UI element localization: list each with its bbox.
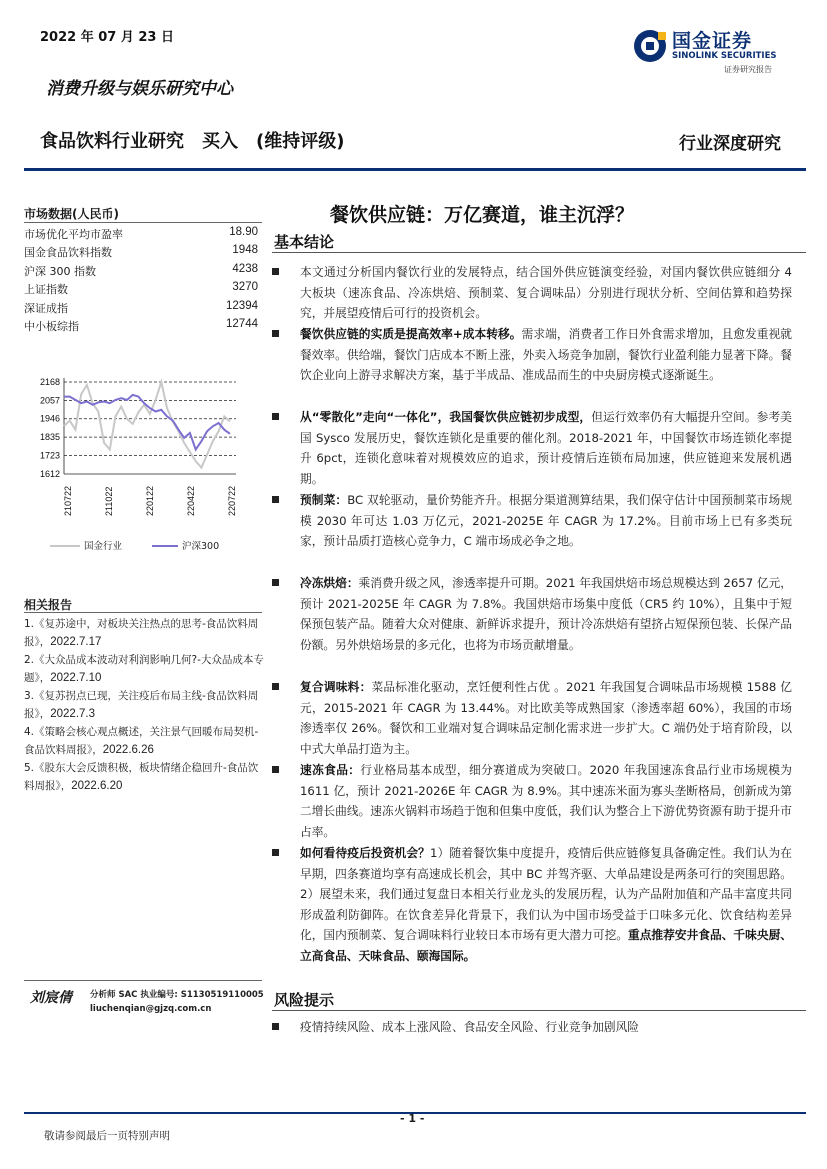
market-data-row [24, 226, 258, 242]
related-report-title: 5.《股东大会反馈积极，板块情绪企稳回升-食品饮料周报》， [24, 762, 259, 792]
market-data-label: 国金食品饮料指数 [24, 246, 112, 260]
bullet-body: 行业格局基本成型，细分赛道成为突破口。2020 年我国速冻食品行业市场规模为 1611 亿，预计 2021-2026E 年 CAGR 为 8.9%。其中速冻米面为寡头垄断格局，创新成为第二增长曲线。速冻火锅料市场趋于饱和但集中度低，我们认为整合上下游优势资源有助于提升市占率。 [300, 763, 792, 839]
report-date: 2022 年 07 月 23 日 [40, 30, 174, 45]
brand-logo [632, 26, 792, 76]
bullet-body: 但运行效率仍有大幅提升空间。参考美国 Sysco 发展历史，餐饮连锁化是重要的催化剂。2018-2021 年，中国餐饮市场连锁化率提升 6pct，连锁化意味着对规模效应的追求，预计疫情后连锁布局加速，供应链迎来发展机遇期。 [300, 410, 792, 486]
market-data-value: 18.90 [229, 226, 258, 238]
analyst-name: 刘宸倩 [30, 990, 72, 1006]
risk-bullet [272, 1017, 792, 1038]
market-data-value: 12394 [226, 299, 258, 312]
chart-y-tick-label: 1835 [39, 432, 60, 443]
market-data-label: 中小板综指 [24, 320, 79, 333]
legend-label-hs300: 沪深300 [182, 541, 220, 552]
market-data-label: 沪深 300 指数 [24, 264, 96, 278]
risk-heading: 风险提示 [274, 991, 335, 1009]
related-report-item[interactable] [24, 759, 264, 795]
related-report-item[interactable] [24, 723, 264, 759]
risk-text: 疫情持续风险、成本上涨风险、食品安全风险、行业竞争加剧风险 [300, 1020, 639, 1034]
market-data-title: 市场数据(人民币) [24, 207, 119, 221]
bullet-body: 1）随着餐饮集中度提升，疫情后供应链修复具备确定性。我们认为在早期，四条赛道均享有高速成长机会，其中 BC 并驾齐驱、大单品建设是两条可行的突围思路。2）展望未来，我们通过复盘日本相关行业龙头的发展历程，认为产品附加值和产品丰富度共同形成盈利防御阵。在饮食差异化背景下，我们认为中国市场受益于口味多元化、饮食结构差异化，国内预制菜、复合调味料行业较日本市场有更大潜力可挖。 [300, 846, 792, 943]
related-report-date: 2022.7.17 [50, 636, 102, 648]
bullet-lead: 复合调味料： [300, 680, 372, 694]
market-data-divider [24, 222, 262, 223]
bullet-text [300, 677, 792, 759]
bullet-body: 需求端，消费者工作日外食需求增加，且愈发重视就餐效率。供给端，餐饮门店成本不断上涨，外卖入场竞争加剧，餐饮行业盈利能力显著下降。餐饮企业向上游寻求解决方案，基于半成品、准成品而生的中央厨房模式逐渐诞生。 [300, 327, 792, 383]
related-report-item[interactable] [24, 687, 264, 723]
bullet-body: 乘消费升级之风，渗透率提升可期。2021 年我国烘焙市场总规模达到 2657 亿元，预计 2021-2025E 年 CAGR 为 7.8%。我国烘焙市场集中度低（CR5 约 10%），且集中于短保预包装产品。随着大众对健康、新鲜诉求提升，预计冷冻烘焙有望挤占短保预包装、长保产品份额。另外烘焙场景的多元化，也将为市场贡献增量。 [300, 576, 792, 652]
market-data-value: 3270 [232, 281, 258, 294]
risk-divider [272, 1010, 806, 1011]
related-reports-divider [24, 612, 262, 613]
bullet-square-icon [272, 1023, 279, 1030]
conclusion-divider [272, 252, 806, 253]
legend-label-industry: 国金行业 [84, 541, 123, 552]
chart-x-tick-label: 220122 [145, 485, 155, 516]
related-report-title: 1.《复苏途中，对板块关注热点的思考-食品饮料周报》， [24, 618, 259, 648]
market-data-row [24, 300, 258, 316]
related-reports-title: 相关报告 [24, 598, 73, 612]
chart-x-tick-label: 220722 [227, 485, 237, 516]
chart-y-tick-label: 2057 [39, 395, 60, 406]
conclusion-bullet [272, 843, 792, 967]
sinolink-logo-icon [632, 28, 668, 64]
chart-x-tick-label: 210722 [63, 485, 73, 516]
bullet-text [300, 843, 792, 967]
bullet-text [300, 573, 792, 655]
bullet-text [300, 324, 792, 386]
related-report-date: 2022.7.10 [50, 672, 102, 684]
market-data-label: 市场优化平均市盈率 [24, 228, 123, 241]
research-center: 消费升级与娱乐研究中心 [46, 79, 233, 99]
report-type: 行业深度研究 [679, 134, 781, 154]
chart-series-hs300 [64, 395, 230, 450]
chart-y-tick-label: 1946 [39, 413, 60, 424]
logo-subtitle: 证券研究报告 [724, 65, 772, 74]
bullet-lead: 如何看待疫后投资机会？ [300, 846, 431, 860]
related-report-date: 2022.7.3 [50, 708, 96, 720]
market-data-value: 4238 [232, 262, 258, 275]
industry-rating-line [40, 127, 362, 153]
market-data-label: 上证指数 [24, 283, 68, 297]
conclusion-bullet [272, 760, 792, 842]
bullet-square-icon [272, 496, 279, 503]
disclaimer: 敬请参阅最后一页特别声明 [44, 1130, 170, 1142]
bullet-body: 本文通过分析国内餐饮行业的发展特点，结合国外供应链演变经验，对国内餐饮供应链细分 4 大板块（速冻食品、冷冻烘焙、预制菜、复合调味品）分别进行现状分析、空间估算和趋势探究，并展望疫情后可行的投资机会。 [300, 265, 792, 321]
bullet-lead: 预制菜： [300, 493, 348, 507]
analyst-sac-id: 分析师 SAC 执业编号: S1130519110005 [90, 990, 264, 1000]
bullet-text [300, 407, 792, 489]
related-report-item[interactable] [24, 651, 264, 687]
analyst-info [90, 988, 264, 1016]
conclusion-heading: 基本结论 [274, 233, 335, 251]
market-data-label: 深证成指 [24, 301, 68, 315]
market-data-value: 12744 [226, 318, 258, 330]
header-divider [24, 168, 806, 171]
index-line-chart [24, 370, 264, 570]
bullet-square-icon [272, 766, 279, 773]
related-report-date: 2022.6.20 [71, 780, 123, 792]
market-data-row [24, 281, 258, 297]
conclusion-bullet [272, 490, 792, 552]
bullet-text [300, 760, 792, 842]
market-data-row [24, 263, 258, 279]
report-title: 餐饮供应链：万亿赛道，谁主沉浮？ [330, 204, 635, 226]
related-report-title: 3.《复苏拐点已现，关注疫后布局主线-食品饮料周报》， [24, 690, 259, 720]
bullet-square-icon [272, 849, 279, 856]
logo-chinese-name: 国金证券 [672, 30, 753, 52]
chart-series-industry [64, 382, 230, 468]
bullet-text [300, 262, 792, 324]
chart-y-tick-label: 2168 [39, 377, 60, 387]
conclusion-bullet [272, 407, 792, 489]
bullet-text [300, 490, 792, 552]
chart-y-tick-label: 1723 [39, 450, 60, 461]
related-report-title: 4.《策略会核心观点概述，关注景气回暖布局契机-食品饮料周报》， [24, 726, 259, 756]
bullet-square-icon [272, 268, 279, 275]
related-report-item[interactable] [24, 615, 264, 651]
page-number: - 1 - [400, 1112, 425, 1125]
conclusion-bullet [272, 677, 792, 759]
analyst-divider [24, 980, 262, 981]
conclusion-bullet [272, 262, 792, 324]
bullet-recommendation: 重点推荐安井食品、千味央厨、立高食品、天味食品、颐海国际。 [300, 928, 792, 963]
bullet-body: 菜品标准化驱动，烹饪便利性占优 。2021 年我国复合调味品市场规模 1588 亿元，2015-2021 年 CAGR 为 13.44%。对比欧美等成熟国家（渗透率超 60%），我国的市场渗透率仅 26%。餐饮和工业端对复合调味品定制化需求进一步扩大。C 端仍处于培育阶段，以中式大单品打造为主。 [300, 680, 792, 756]
chart-x-tick-label: 211022 [104, 486, 114, 516]
analyst-email[interactable]: liuchenqian@gjzq.com.cn [90, 1004, 212, 1014]
rating: 买入 [202, 131, 238, 152]
logo-english-name: SINOLINK SECURITIES [672, 51, 777, 61]
bullet-lead: 冷冻烘焙： [300, 576, 359, 590]
bullet-lead: 速冻食品： [300, 763, 361, 777]
conclusion-bullet [272, 324, 792, 386]
bullet-square-icon [272, 330, 279, 337]
bullet-square-icon [272, 413, 279, 420]
market-data-row [24, 318, 258, 334]
bullet-square-icon [272, 683, 279, 690]
related-report-title: 2.《大众品成本波动对利润影响几何?-大众品成本专题》， [24, 654, 264, 684]
market-data-value: 1948 [232, 244, 258, 257]
related-report-date: 2022.6.26 [102, 744, 154, 756]
rating-note: (维持评级) [256, 131, 345, 152]
chart-x-tick-label: 220422 [186, 485, 196, 516]
conclusion-bullet [272, 573, 792, 655]
market-data-row [24, 244, 258, 260]
bullet-body: BC 双轮驱动，量价势能齐升。根据分渠道测算结果，我们保守估计中国预制菜市场规模 2030 年可达 1.03 万亿元，2021-2025E 年 CAGR 为 17.2%。目前市场上已有多类玩家，预计品质打造核心竞争力，C 端市场成必争之地。 [300, 493, 792, 549]
industry-name: 食品饮料行业研究 [40, 131, 184, 152]
bullet-lead: 餐饮供应链的实质是提高效率+成本转移。 [300, 327, 522, 341]
bullet-square-icon [272, 579, 279, 586]
bullet-lead: 从“零散化”走向“一体化”，我国餐饮供应链初步成型， [300, 410, 592, 424]
chart-y-tick-label: 1612 [39, 469, 60, 479]
